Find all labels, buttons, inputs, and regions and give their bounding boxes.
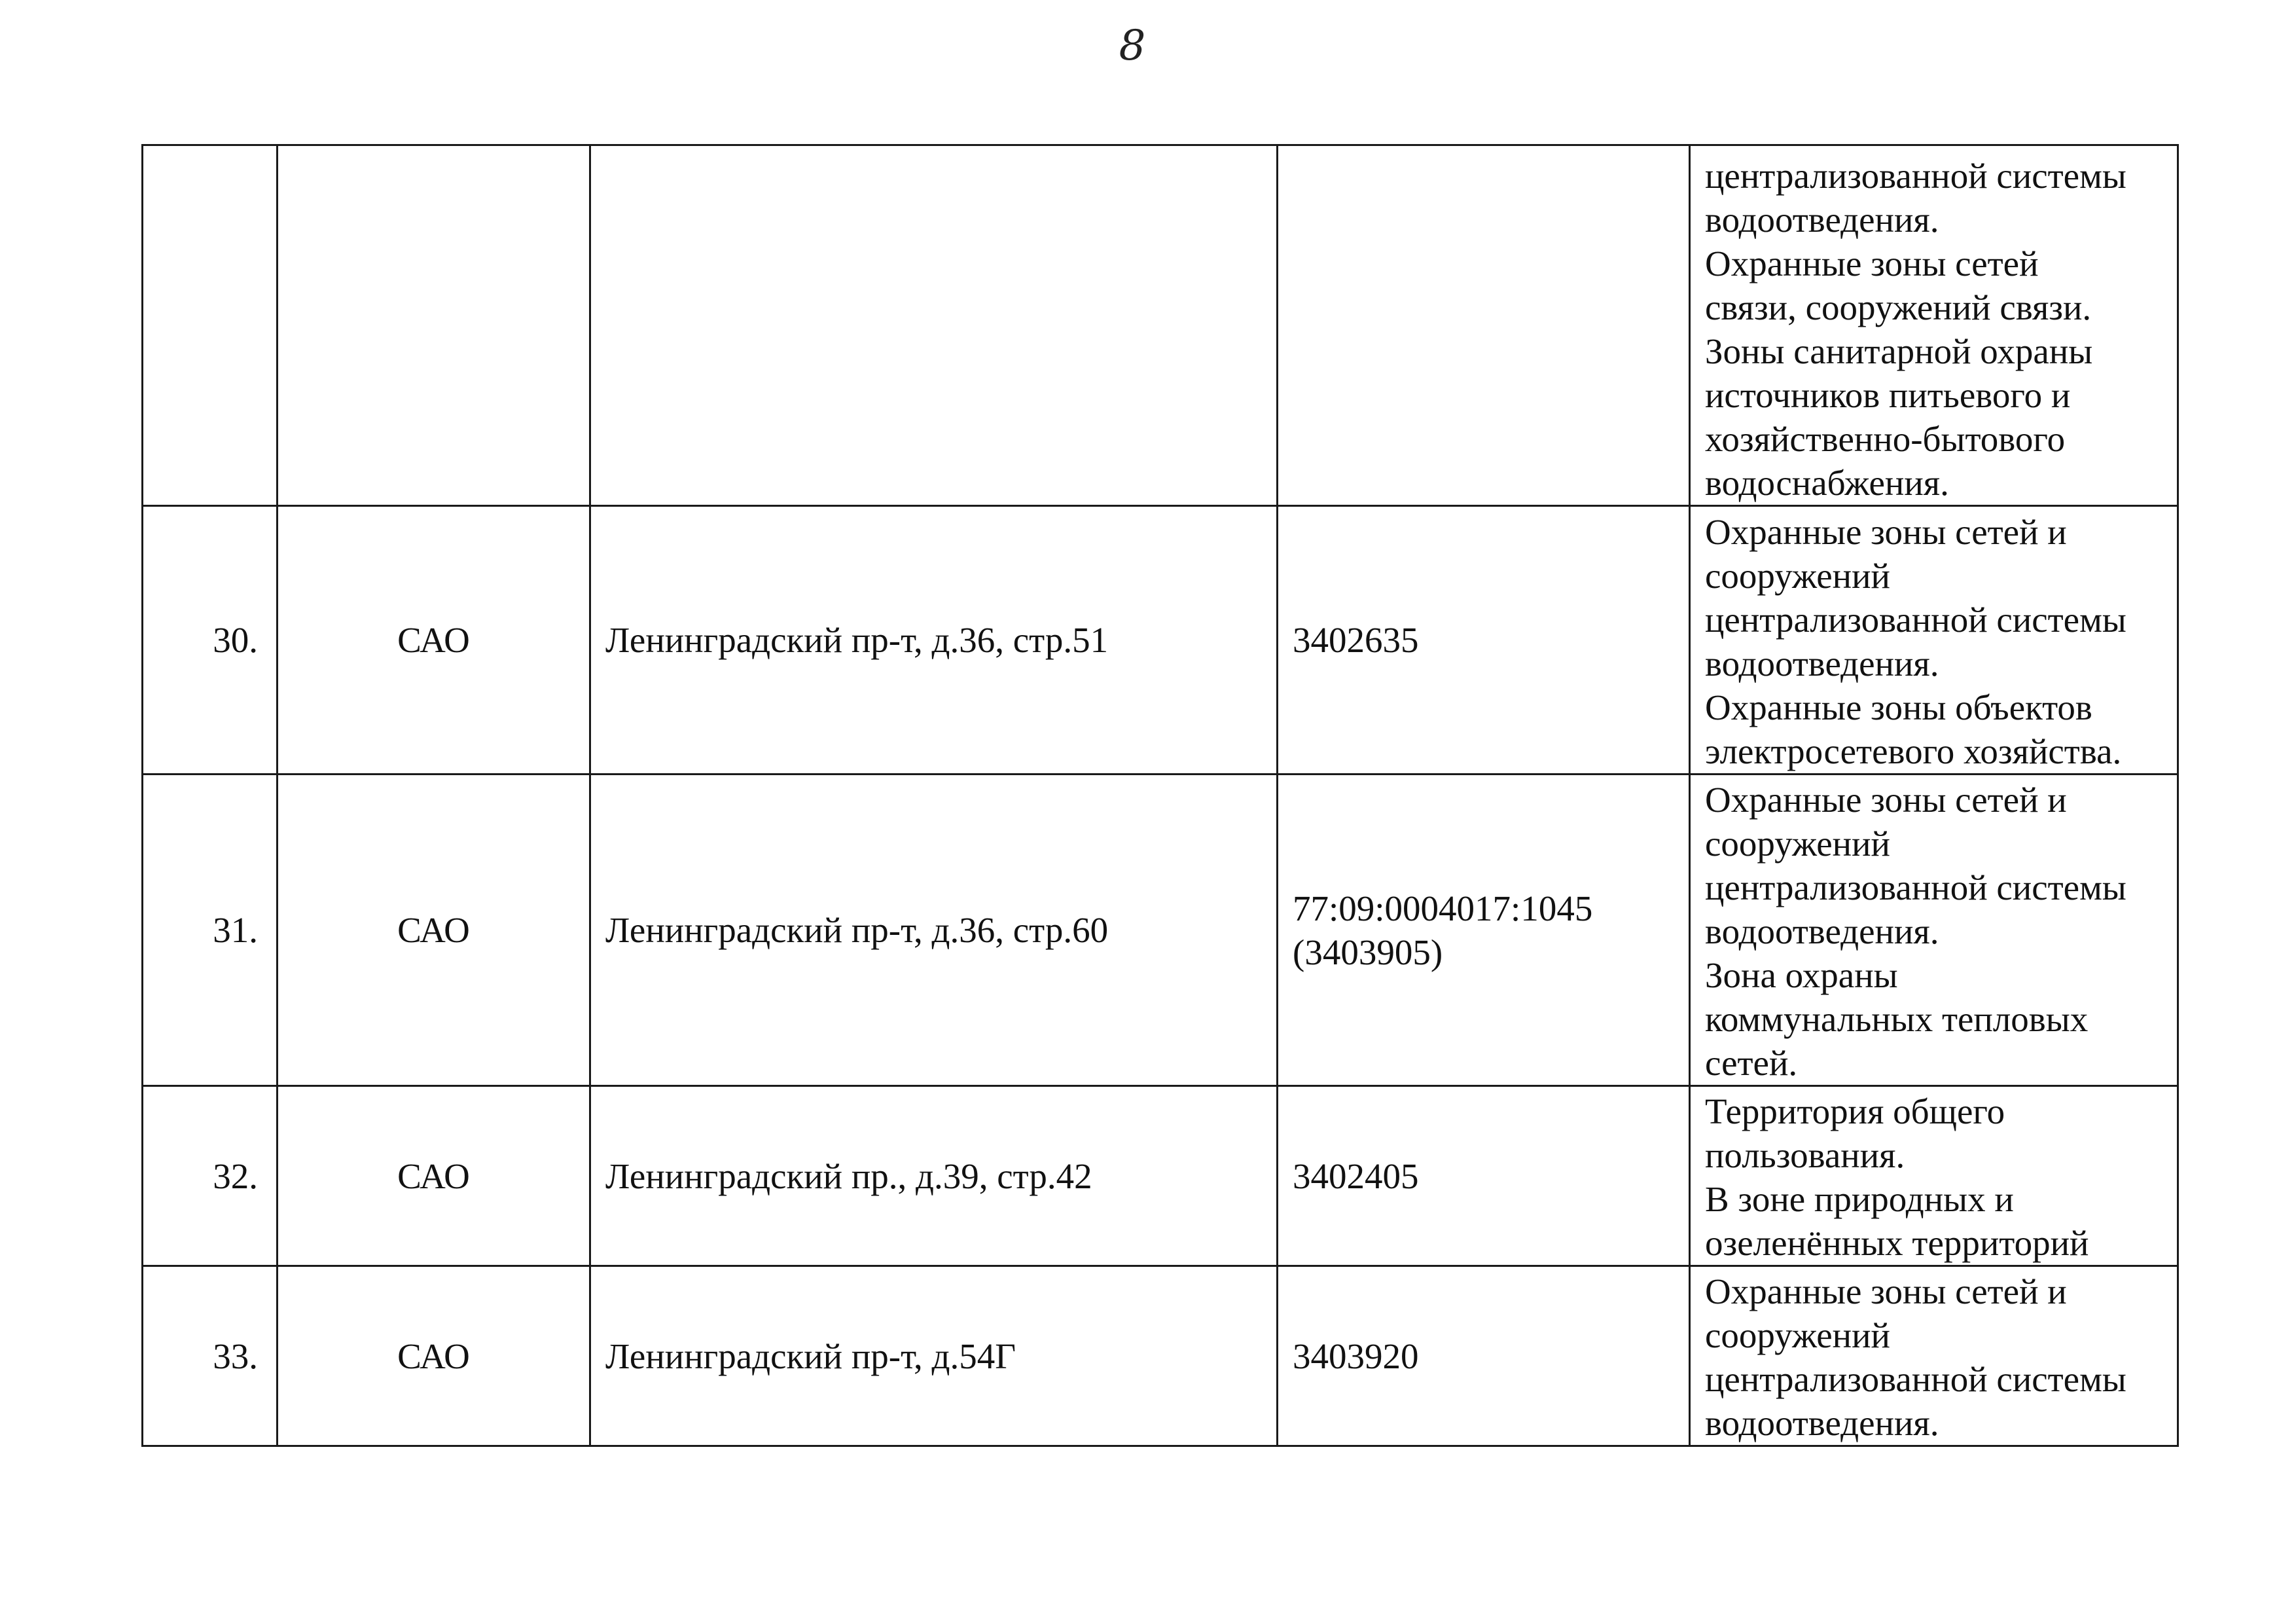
zone-text-line: сооружений [1705, 1315, 1890, 1355]
district-cell: САО [278, 1266, 590, 1446]
cadastral-cell [1278, 1086, 1690, 1266]
zone-text-line: централизованной системы [1705, 867, 2126, 907]
page-number: 8 [1119, 22, 1146, 70]
zone-text-line: хозяйственно-бытового [1705, 419, 2066, 459]
zones-cell [1690, 145, 2178, 506]
table-row [143, 1266, 2178, 1446]
zone-text-line: Охранные зоны сетей и [1705, 780, 2067, 820]
zones-cell [1690, 1086, 2178, 1266]
zone-text-line: В зоне природных и [1705, 1179, 2014, 1219]
table-row [143, 145, 2178, 506]
zone-text-line: Зоны санитарной охраны [1705, 331, 2093, 371]
zone-text-line: Охранные зоны сетей и [1705, 1271, 2067, 1311]
row-number-cell: 30. [143, 506, 278, 775]
district-cell: САО [278, 775, 590, 1086]
zone-text-line: централизованной системы [1705, 156, 2126, 196]
zone-text-line: Территория общего [1705, 1091, 2005, 1131]
row-number-cell: 33. [143, 1266, 278, 1446]
cadastral-cell [1278, 1266, 1690, 1446]
district-cell [278, 145, 590, 506]
zone-text-line: Охранные зоны сетей [1705, 244, 2039, 283]
cadastral-number: 3403920 [1293, 1336, 1419, 1376]
zone-text-line: связи, сооружений связи. [1705, 287, 2092, 327]
cadastral-number: 3402635 [1293, 620, 1419, 660]
zone-text-line: сетей. [1705, 1043, 1798, 1083]
address-cell: Ленинградский пр., д.39, стр.42 [590, 1086, 1278, 1266]
zone-text-line: электросетевого хозяйства. [1705, 731, 2122, 771]
zones-table [141, 144, 2179, 1447]
address-cell: Ленинградский пр-т, д.36, стр.60 [590, 775, 1278, 1086]
zone-text-line: централизованной системы [1705, 1359, 2126, 1399]
table-row [143, 1086, 2178, 1266]
cadastral-cell [1278, 506, 1690, 775]
table-row [143, 775, 2178, 1086]
zone-text-line: пользования. [1705, 1135, 1905, 1175]
cadastral-number: 3402405 [1293, 1156, 1419, 1196]
zone-text-line: водоотведения. [1705, 200, 1939, 240]
zone-text-line: водоснабжения. [1705, 463, 1949, 503]
zone-text-line: централизованной системы [1705, 599, 2126, 640]
zone-text-line: сооружений [1705, 824, 1890, 864]
zone-text-line: Охранные зоны объектов [1705, 687, 2092, 727]
zone-text-line: озеленённых территорий [1705, 1223, 2089, 1263]
zone-text-line: Охранные зоны сетей и [1705, 511, 2067, 552]
zone-text-line: водоотведения. [1705, 643, 1939, 684]
zone-text-line: источников питьевого и [1705, 375, 2071, 415]
cadastral-number: 77:09:0004017:1045 [1293, 888, 1593, 928]
district-cell: САО [278, 506, 590, 775]
district-cell: САО [278, 1086, 590, 1266]
zone-text-line: коммунальных тепловых [1705, 999, 2089, 1039]
row-number-cell [143, 145, 278, 506]
address-cell [590, 145, 1278, 506]
zone-text-line: водоотведения. [1705, 911, 1939, 951]
zone-text-line: сооружений [1705, 555, 1890, 596]
row-number-cell: 32. [143, 1086, 278, 1266]
zone-text-line: Зона охраны [1705, 955, 1898, 995]
zones-cell [1690, 506, 2178, 775]
address-cell: Ленинградский пр-т, д.54Г [590, 1266, 1278, 1446]
zones-cell [1690, 775, 2178, 1086]
cadastral-cell [1278, 775, 1690, 1086]
cadastral-number: (3403905) [1293, 932, 1443, 972]
row-number-cell: 31. [143, 775, 278, 1086]
address-cell: Ленинградский пр-т, д.36, стр.51 [590, 506, 1278, 775]
zones-cell [1690, 1266, 2178, 1446]
table-row [143, 506, 2178, 775]
zone-text-line: водоотведения. [1705, 1403, 1939, 1443]
cadastral-cell [1278, 145, 1690, 506]
